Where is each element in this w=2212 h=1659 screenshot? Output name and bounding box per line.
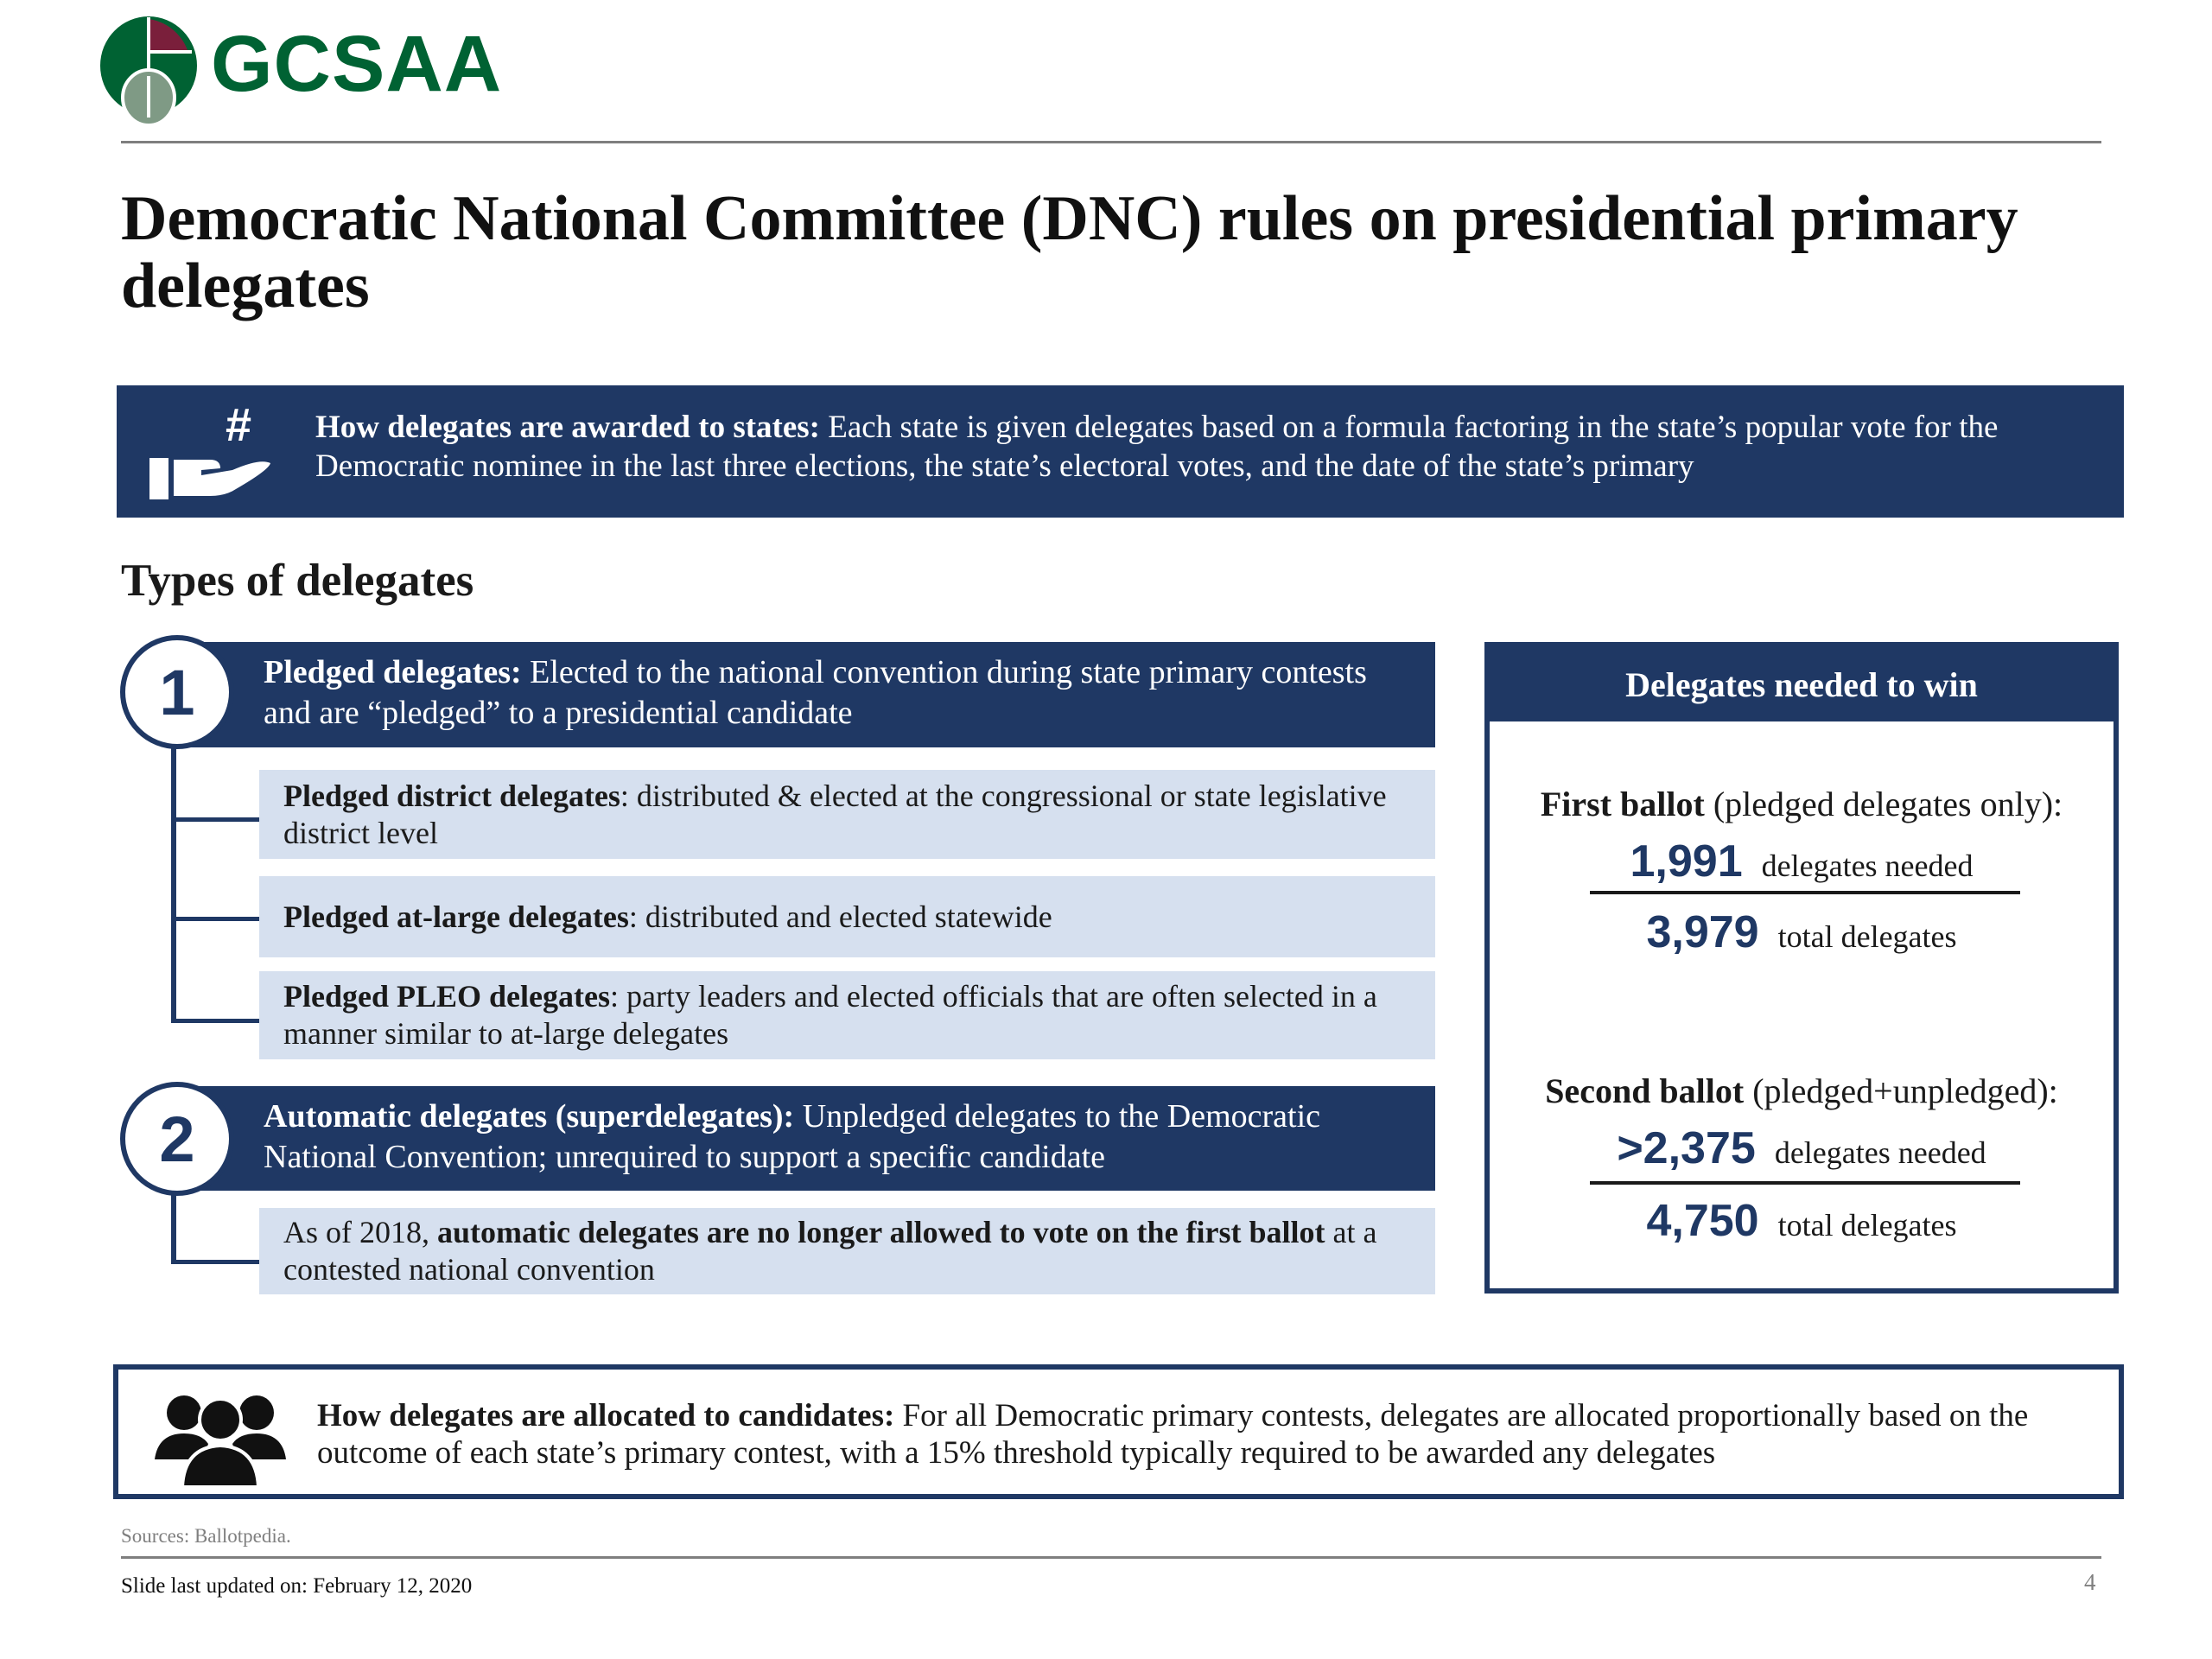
gcsaa-logo xyxy=(97,16,205,124)
pledged-at-large-item xyxy=(259,876,1435,957)
pledged-pleo-item xyxy=(259,971,1435,1059)
last-updated: Slide last updated on: February 12, 2020 xyxy=(121,1574,473,1598)
delegates-needed-panel xyxy=(1484,642,2119,1294)
second-ballot-lead: Second ballot xyxy=(1545,1071,1745,1110)
automatic-text xyxy=(264,1096,1421,1178)
item-pre: As of 2018, xyxy=(283,1215,437,1249)
second-total-label: total delegates xyxy=(1777,1208,1957,1243)
item-text: : distributed and elected statewide xyxy=(628,899,1052,934)
page-title: Democratic National Committee (DNC) rules on presidential primary delegates xyxy=(121,183,2018,321)
item-text: at a contested national convention xyxy=(283,1215,1377,1287)
pledged-district-item xyxy=(259,770,1435,859)
types-heading: Types of delegates xyxy=(121,556,474,606)
people-group-icon xyxy=(151,1387,289,1491)
pledged-text xyxy=(264,652,1421,734)
number-badge-2: 2 xyxy=(120,1082,234,1196)
connector-line xyxy=(171,743,176,1023)
hand-number-icon xyxy=(149,397,279,505)
first-needed-label: delegates needed xyxy=(1761,849,1974,883)
second-ballot-desc: (pledged+unpledged): xyxy=(1744,1071,2058,1110)
fraction-line xyxy=(1590,1181,2020,1185)
footer-divider xyxy=(121,1556,2101,1559)
first-ballot-label xyxy=(1490,784,2113,824)
fraction-line xyxy=(1590,891,2020,894)
first-ballot-desc: (pledged delegates only): xyxy=(1704,785,2063,823)
second-needed-value: >2,375 xyxy=(1617,1123,1756,1173)
automatic-header xyxy=(184,1086,1435,1191)
second-needed xyxy=(1490,1122,2113,1174)
second-ballot-label xyxy=(1490,1071,2113,1111)
automatic-description: Unpledged delegates to the Democratic National Convention; unrequired to support a specific candidate xyxy=(264,1098,1321,1175)
first-total xyxy=(1490,906,2113,958)
first-needed xyxy=(1490,836,2113,887)
connector-line xyxy=(171,917,259,921)
award-banner xyxy=(117,385,2124,518)
automatic-lead: Automatic delegates (superdelegates): xyxy=(264,1098,795,1135)
panel-title: Delegates needed to win xyxy=(1490,647,2113,721)
item-lead: automatic delegates are no longer allowed to vote on the first ballot xyxy=(437,1215,1325,1249)
connector-line xyxy=(171,1260,259,1264)
pledged-description: Elected to the national convention during state primary contests and are “pledged” to a presidential candidate xyxy=(264,654,1367,731)
pledged-header xyxy=(184,642,1435,747)
number-badge-1: 1 xyxy=(120,635,234,749)
pledged-lead: Pledged delegates: xyxy=(264,654,522,690)
first-total-value: 3,979 xyxy=(1646,907,1759,957)
logo-emblem-icon xyxy=(97,16,205,124)
item-lead: Pledged at-large delegates xyxy=(283,899,629,934)
item-lead: Pledged PLEO delegates xyxy=(283,979,610,1014)
allocation-lead: How delegates are allocated to candidates: xyxy=(317,1398,895,1433)
first-ballot-lead: First ballot xyxy=(1540,785,1705,823)
svg-text:#: # xyxy=(226,399,252,451)
award-text xyxy=(315,408,2095,486)
award-lead: How delegates are awarded to states: xyxy=(315,410,820,445)
header-divider xyxy=(121,141,2101,143)
first-needed-value: 1,991 xyxy=(1630,836,1743,887)
logo-text: GCSAA xyxy=(211,20,503,108)
item-lead: Pledged district delegates xyxy=(283,778,620,813)
connector-line xyxy=(171,1019,259,1023)
item-text: : distributed & elected at the congressional or state legislative district level xyxy=(283,778,1387,850)
award-description: Each state is given delegates based on a formula factoring in the state’s popular vote for the Democratic nominee in the last three elections, the state’s electoral votes, and the date of the state’s primary xyxy=(315,410,1999,484)
allocation-text xyxy=(317,1397,2097,1471)
first-total-label: total delegates xyxy=(1777,919,1957,954)
allocation-description: For all Democratic primary contests, delegates are allocated proportionally based on the outcome of each state’s primary contest, with a 15% threshold typically required to be awarded any delegates xyxy=(317,1398,2029,1471)
automatic-2018-item xyxy=(259,1208,1435,1294)
connector-line xyxy=(171,817,259,822)
second-total-value: 4,750 xyxy=(1646,1196,1759,1246)
page-number: 4 xyxy=(2084,1569,2096,1595)
item-text: : party leaders and elected officials that are often selected in a manner similar to at-large delegates xyxy=(283,979,1377,1051)
second-needed-label: delegates needed xyxy=(1774,1135,1986,1170)
second-total xyxy=(1490,1195,2113,1247)
sources-note: Sources: Ballotpedia. xyxy=(121,1525,291,1547)
allocation-box xyxy=(113,1364,2124,1499)
